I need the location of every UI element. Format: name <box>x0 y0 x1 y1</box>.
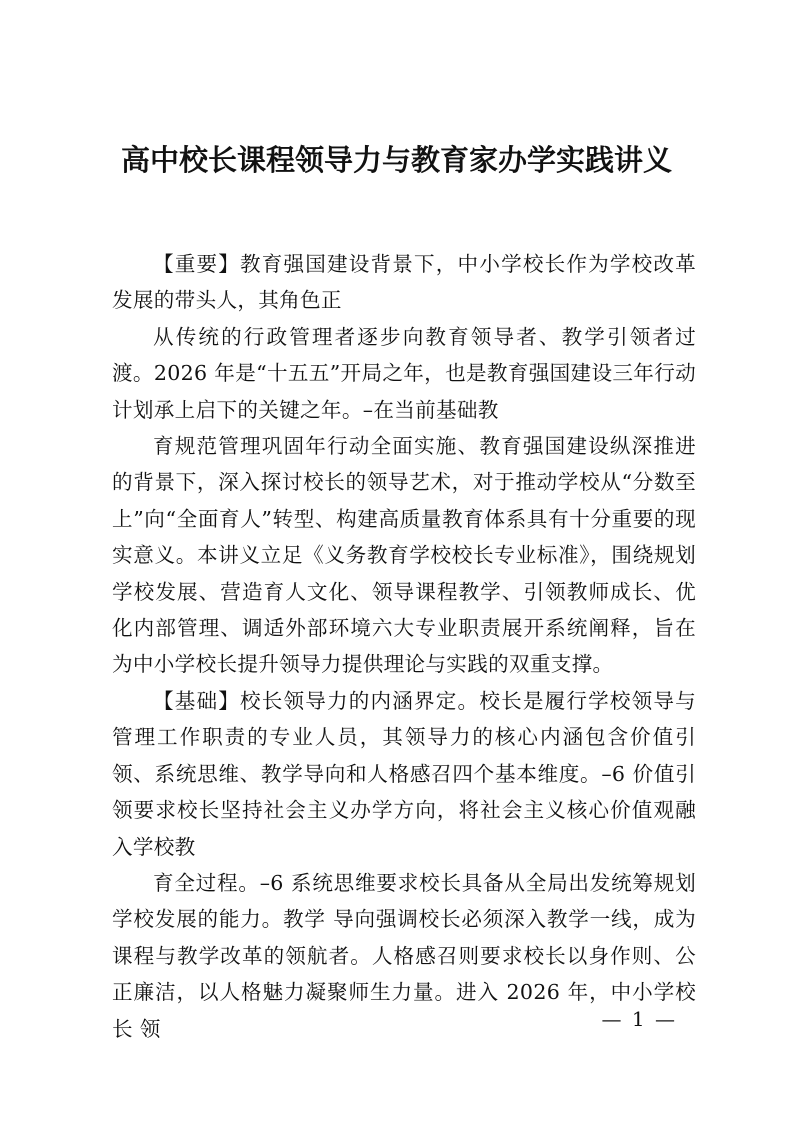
page-number: — 1 — <box>601 1007 677 1031</box>
document-title: 高中校长课程领导力与教育家办学实践讲义 <box>120 143 672 177</box>
paragraph-5: 育全过程。–6 系统思维要求校长具备从全局出发统筹规划学校发展的能力。教学 导向强调校长必须深入教学一线，成为课程与教学改革的领航者。人格感召则要求校长以身作则、公正廉洁，以人格魅力凝聚师生力量。进入 2026 年，中小学校长 领 <box>112 870 696 1041</box>
document-body <box>112 246 696 1047</box>
paragraph-4: 【基础】校长领导力的内涵界定。校长是履行学校领导与管理工作职责的专业人员，其领导力的核心内涵包含价值引领、系统思维、教学导向和人格感召四个基本维度。–6 价值引领要求校长坚持社会主义办学方向，将社会主义核心价值观融入学校教 <box>112 688 696 859</box>
paragraph-2: 从传统的行政管理者逐步向教育领导者、教学引领者过渡。2026 年是“十五五”开局之年，也是教育强国建设三年行动计划承上启下的关键之年。–在当前基础教 <box>112 324 696 422</box>
paragraph-1: 【重要】教育强国建设背景下，中小学校长作为学校改革发展的带头人，其角色正 <box>112 252 696 313</box>
paragraph-3: 育规范管理巩固年行动全面实施、教育强国建设纵深推进的背景下，深入探讨校长的领导艺术，对于推动学校从“分数至上”向“全面育人”转型、构建高质量教育体系具有十分重要的现实意义。本讲义立足《义务教育学校校长专业标准》，围绕规划学校发展、营造育人文化、领导课程教学、引领教师成长、优化内部管理、调适外部环境六大专业职责展开系统阐释，旨在为中小学校长提升领导力提供理论与实践的双重支撑。 <box>112 434 696 677</box>
